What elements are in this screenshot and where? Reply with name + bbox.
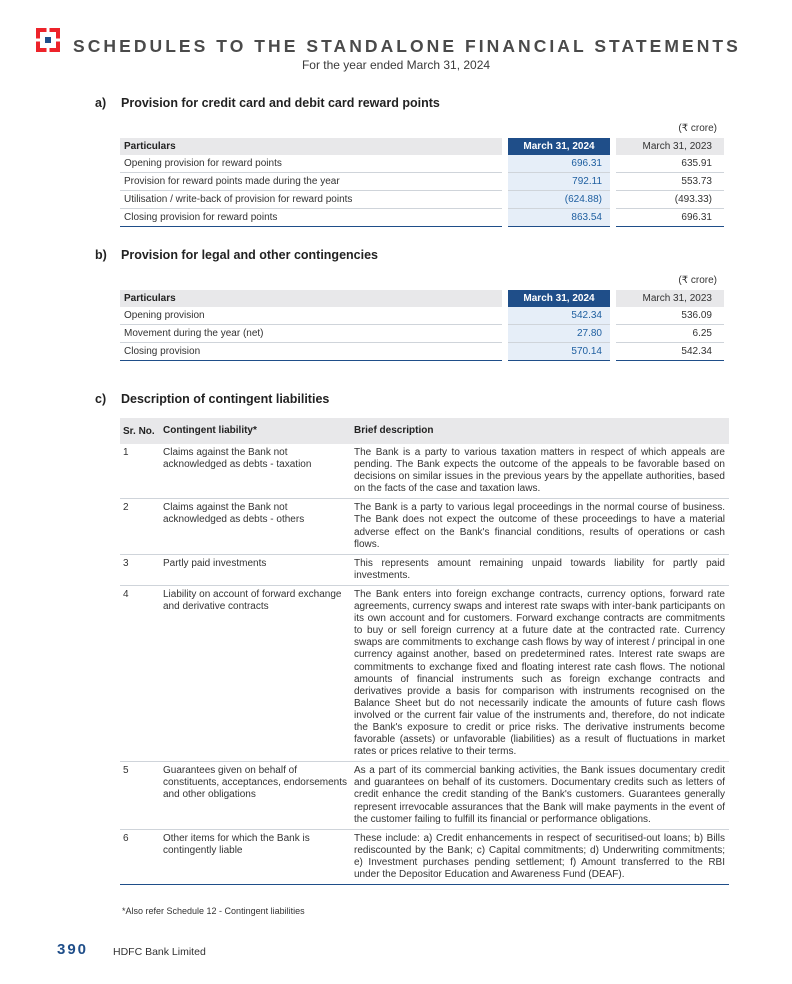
liability-name: Liability on account of forward exchange and derivative contracts bbox=[160, 585, 351, 761]
table-row bbox=[120, 762, 729, 829]
liability-name: Other items for which the Bank is contingently liable bbox=[160, 829, 351, 884]
value-2024: (624.88) bbox=[505, 191, 613, 209]
liability-name: Claims against the Bank not acknowledged as debts - taxation bbox=[160, 444, 351, 499]
table-row bbox=[120, 155, 724, 173]
row-label: Provision for reward points made during the year bbox=[120, 173, 505, 191]
section-c-letter: c) bbox=[95, 392, 107, 406]
liability-description: The Bank enters into foreign exchange contracts, currency options, forward rate agreements, currency swaps and interest rate swaps with inter-bank participants on its own account and for customers. Forward exchange contracts are commitments to buy or sell foreign currency at a future date at the contracted rate. Currency swaps are commitments to exchange cash flows by way of interest / principal in one currency against another, based on predetermined rates. Interest rate swaps are commitments to exchange fixed and floating interest rate cash flows. The notional amounts of financial instruments such as foreign exchange contracts and derivatives provide a basis for comparison with instruments recognised on the Balance Sheet but do not necessarily indicate the amounts of future cash flows involved or the current fair value of the instruments and, therefore, do not indicate the Bank's exposure to credit or price risks. The derivative instruments become favorable (assets) or unfavorable (liabilities) as a result of fluctuations in market rates or prices relative to their terms. bbox=[351, 585, 729, 761]
column-header: March 31, 2024 bbox=[505, 290, 613, 307]
sr-no: 1 bbox=[120, 444, 160, 499]
section-b-title: Provision for legal and other contingencies bbox=[121, 248, 378, 262]
value-2023: 542.34 bbox=[613, 343, 724, 361]
table-row bbox=[120, 343, 724, 361]
liability-description: As a part of its commercial banking activities, the Bank issues documentary credit and guarantees on behalf of its customers. Documentary credits such as letters of credit enhance the credit standing of the Bank's customers. Guarantees generally represent irrevocable assurances that the Bank will make payments in the event of the customer failing to fulfill its financial or performance obligations. bbox=[351, 762, 729, 829]
sr-no: 2 bbox=[120, 499, 160, 554]
row-label: Opening provision bbox=[120, 307, 505, 325]
legal-contingencies-table bbox=[120, 290, 724, 361]
page-number: 390 bbox=[57, 941, 89, 958]
column-header: Particulars bbox=[120, 290, 505, 307]
value-2024: 696.31 bbox=[505, 155, 613, 173]
section-b-unit: (₹ crore) bbox=[678, 275, 717, 286]
value-2023: 6.25 bbox=[613, 325, 724, 343]
sr-no: 4 bbox=[120, 585, 160, 761]
value-2024: 27.80 bbox=[505, 325, 613, 343]
row-label: Closing provision bbox=[120, 343, 505, 361]
column-header: Particulars bbox=[120, 138, 505, 155]
table-header-row bbox=[120, 418, 729, 444]
value-2023: 536.09 bbox=[613, 307, 724, 325]
footnote: *Also refer Schedule 12 - Contingent liabilities bbox=[122, 906, 305, 916]
section-a-title: Provision for credit card and debit card reward points bbox=[121, 96, 440, 110]
value-2024: 863.54 bbox=[505, 209, 613, 227]
table-row bbox=[120, 173, 724, 191]
section-b-letter: b) bbox=[95, 248, 107, 262]
section-a-unit: (₹ crore) bbox=[678, 123, 717, 134]
table-row bbox=[120, 325, 724, 343]
page-subtitle: For the year ended March 31, 2024 bbox=[301, 58, 491, 72]
table-row bbox=[120, 191, 724, 209]
liability-description: The Bank is a party to various taxation matters in respect of which appeals are pending. The Bank expects the outcome of the appeals to be favorable based on decisions on similar issues in the previous years by the appellate authorities, based on the facts of the case and taxation laws. bbox=[351, 444, 729, 499]
reward-points-table bbox=[120, 138, 724, 227]
table-row bbox=[120, 307, 724, 325]
liability-description: The Bank is a party to various legal proceedings in the normal course of business. The Bank does not expect the outcome of these proceedings to have a material adverse effect on the Bank's financial conditions, results of operations or cash flows. bbox=[351, 499, 729, 554]
sr-no: 3 bbox=[120, 554, 160, 585]
value-2023: 696.31 bbox=[613, 209, 724, 227]
section-b-heading bbox=[95, 248, 378, 262]
liability-description: This represents amount remaining unpaid towards liability for partly paid investments. bbox=[351, 554, 729, 585]
company-name: HDFC Bank Limited bbox=[113, 946, 206, 958]
liability-name: Partly paid investments bbox=[160, 554, 351, 585]
hdfc-logo-icon bbox=[36, 28, 60, 52]
row-label: Utilisation / write-back of provision for reward points bbox=[120, 191, 505, 209]
table-header-row bbox=[120, 290, 724, 307]
column-header-description: Brief description bbox=[351, 418, 729, 444]
column-header-liability: Contingent liability* bbox=[160, 418, 351, 444]
row-label: Closing provision for reward points bbox=[120, 209, 505, 227]
column-header-sr-no: Sr. No. bbox=[120, 418, 160, 444]
value-2024: 792.11 bbox=[505, 173, 613, 191]
table-row bbox=[120, 499, 729, 554]
column-header: March 31, 2024 bbox=[505, 138, 613, 155]
sr-no: 6 bbox=[120, 829, 160, 884]
section-a-heading bbox=[95, 96, 440, 110]
row-label: Opening provision for reward points bbox=[120, 155, 505, 173]
value-2024: 542.34 bbox=[505, 307, 613, 325]
value-2023: 635.91 bbox=[613, 155, 724, 173]
table-row bbox=[120, 554, 729, 585]
column-header: March 31, 2023 bbox=[613, 138, 724, 155]
section-a-letter: a) bbox=[95, 96, 107, 110]
sr-no: 5 bbox=[120, 762, 160, 829]
row-label: Movement during the year (net) bbox=[120, 325, 505, 343]
liability-name: Guarantees given on behalf of constituents, acceptances, endorsements and other obligations bbox=[160, 762, 351, 829]
table-row bbox=[120, 209, 724, 227]
column-header: March 31, 2023 bbox=[613, 290, 724, 307]
value-2023: 553.73 bbox=[613, 173, 724, 191]
table-header-row bbox=[120, 138, 724, 155]
table-row bbox=[120, 585, 729, 761]
section-c-title: Description of contingent liabilities bbox=[121, 392, 330, 406]
section-c-heading bbox=[95, 392, 329, 406]
page-title: SCHEDULES TO THE STANDALONE FINANCIAL STATEMENTS bbox=[73, 36, 741, 56]
value-2024: 570.14 bbox=[505, 343, 613, 361]
table-row bbox=[120, 829, 729, 884]
liability-description: These include: a) Credit enhancements in respect of securitised-out loans; b) Bills rediscounted by the Bank; c) Capital commitments; d) Underwriting commitments; e) Investment purchases pending settlement; f) Amount transferred to the RBI under the Depositor Education and Awareness Fund (DEAF). bbox=[351, 829, 729, 884]
table-row bbox=[120, 444, 729, 499]
contingent-liabilities-table bbox=[120, 418, 729, 885]
liability-name: Claims against the Bank not acknowledged as debts - others bbox=[160, 499, 351, 554]
value-2023: (493.33) bbox=[613, 191, 724, 209]
